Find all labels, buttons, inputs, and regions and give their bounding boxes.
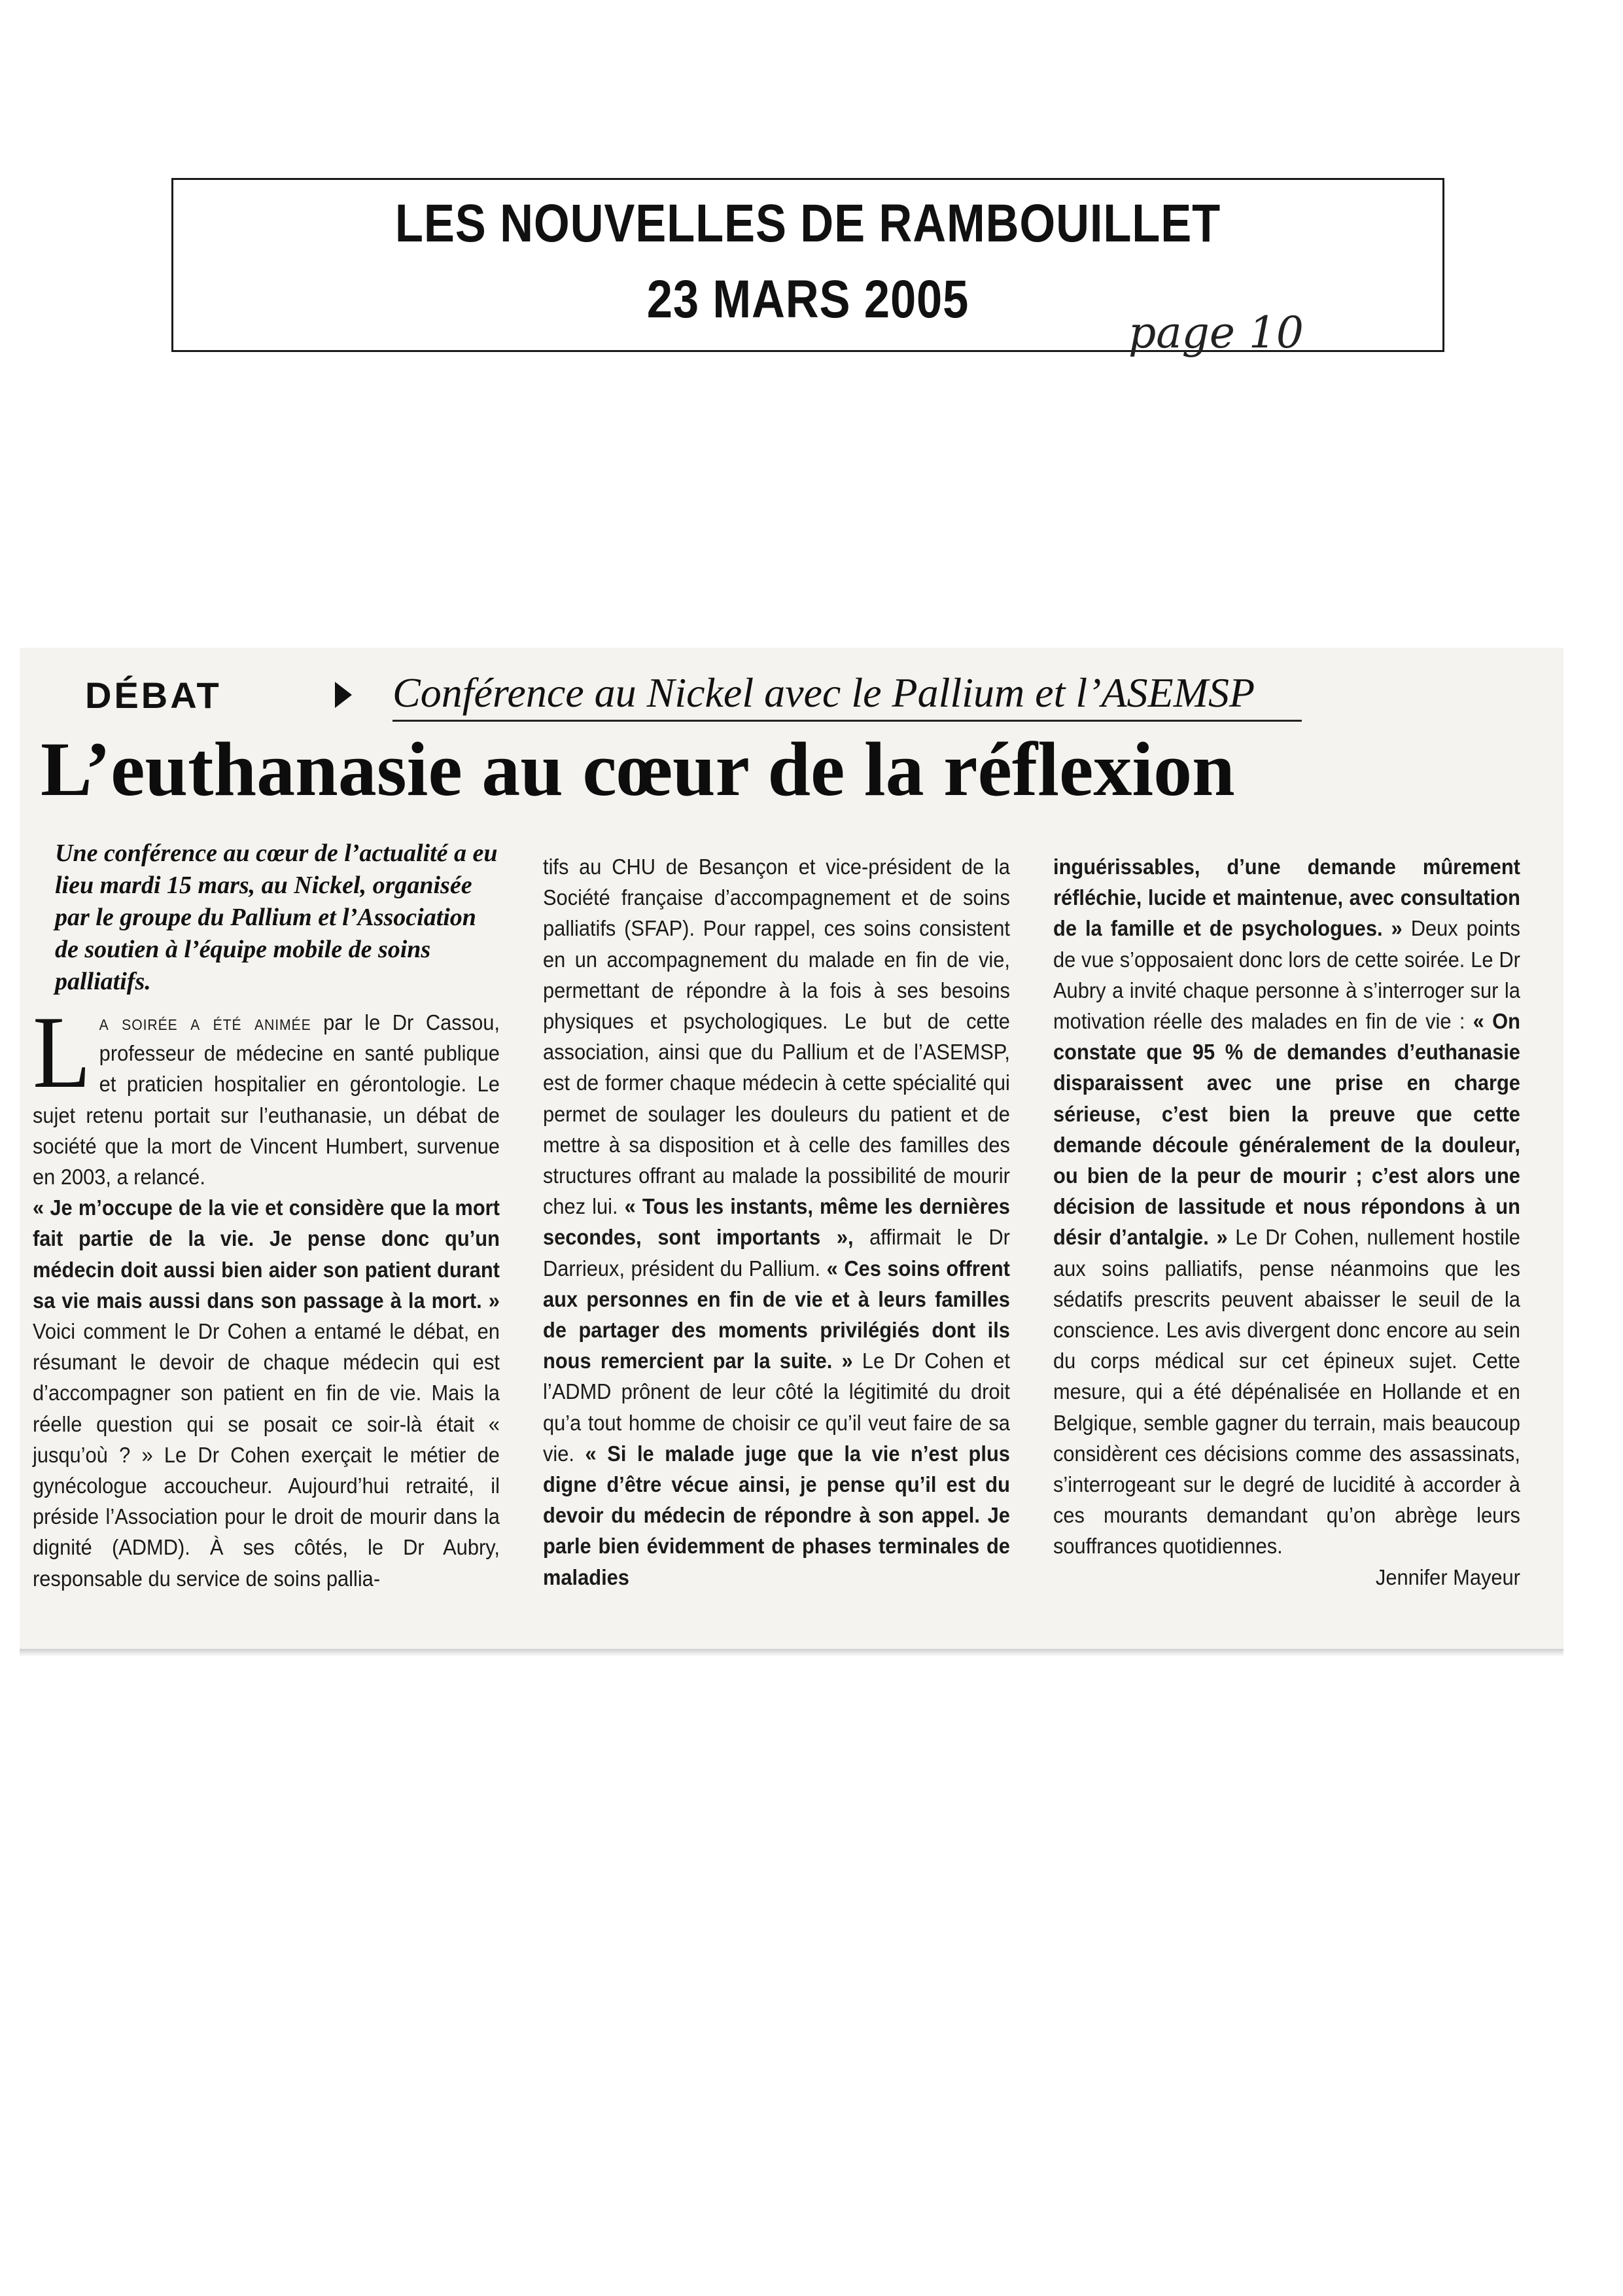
handwritten-page-note: page 10 bbox=[1128, 308, 1304, 358]
paragraph-text: affirmait le Dr Darrieux, président du Pallium. bbox=[543, 1226, 1010, 1281]
quote-text: « Si le malade juge que la vie n’est plus digne d’être vécue ainsi, je pense qu’il est du devoir du médecin de répondre à son appel. Je parle bien évidemment de phases terminales de maladies bbox=[543, 1441, 1010, 1590]
article-byline: Jennifer Mayeur bbox=[1375, 1565, 1520, 1590]
article-column-2 bbox=[543, 852, 1010, 1593]
quote-text: « Tous les instants, même les dernières secondes, sont importants », bbox=[543, 1195, 1010, 1250]
paragraph bbox=[33, 1193, 500, 1595]
quote-text: « On constate que 95 % de demandes d’euthanasie disparaissent avec une prise en charge sérieuse, c’est bien la preuve que cette demande découle généralement de la douleur, ou bien de la peur de mourir ; c’est alors une décision de lassitude et nous répondons à un désir d’antalgie. » bbox=[1053, 1010, 1520, 1250]
kicker-row bbox=[85, 669, 1524, 721]
paragraph-text: Voici comment le Dr Cohen a entamé le débat, en résumant le devoir de chaque médecin qui est d’accompagner son patient en fin de vie. Mais la réelle question qui se posait ce soir-là était « jusqu’où ? » Le Dr Cohen exerçait le métier de gynécologue accoucheur. Aujourd’hui retraité, il préside l’Association pour le droit de mourir dans la dignité (ADMD). À ses côtés, le Dr Aubry, responsable du service de soins pallia- bbox=[33, 1320, 500, 1591]
paragraph-text: Le Dr Cohen, nullement hostile aux soins palliatifs, pense néanmoins que les sédatifs prescrits peuvent abaisser le seuil de la conscience. Les avis divergent donc encore au sein du corps médical sur cet épineux sujet. Cette mesure, qui a été dépénalisée en Hollande et en Belgique, semble gagner du terrain, mais beaucoup considèrent ces décisions comme des assassinats, s’interrogeant sur le degré de lucidité à accorder à ces mourants demandant qu’on abrège leurs souffrances quotidiennes. bbox=[1053, 1226, 1520, 1559]
deck-underline bbox=[393, 720, 1302, 722]
paragraph-text: Deux points de vue s’opposaient donc lors de cette soirée. Le Dr Aubry a invité chaque personne à s’interroger sur la motivation réelle des malades en fin de vie : bbox=[1053, 917, 1520, 1034]
quote-text: inguérissables, d’une demande mûrement réfléchie, lucide et maintenue, avec consultation de la famille et de psychologues. » bbox=[1053, 855, 1520, 942]
lead-in: a soirée a été animée bbox=[99, 1011, 311, 1035]
quote-text: « Ces soins offrent aux personnes en fin de vie et à leurs familles de partager des moments privilégiés dont ils nous remercient par la suite. » bbox=[543, 1256, 1010, 1374]
publication-date: 23 MARS 2005 bbox=[646, 270, 969, 329]
drop-cap: L bbox=[33, 995, 91, 1110]
paragraph bbox=[543, 852, 1010, 1593]
article-chapo: Une conférence au cœur de l’actualité a eu lieu mardi 15 mars, au Nickel, organisée par le groupe du Pallium et l’Association de soutien à l’équipe mobile de soins palliatifs. bbox=[55, 839, 498, 995]
paragraph-text: tifs au CHU de Besançon et vice-président de la Société française d’accompagnement et de soins palliatifs (SFAP). Pour rappel, ces soins consistent en un accompagnement du malade en fin de vie, permettant de répondre à la fois à ses besoins physiques et psychologiques. Le but de cette association, ainsi que du Pallium et de l’ASEMSP, est de former chaque médecin à cette spécialité qui permet de soulager les douleurs du patient et de mettre à sa disposition et à celle des familles des structures offrant au malade la possibilité de mourir chez lui. bbox=[543, 855, 1010, 1220]
clipping-edge bbox=[20, 1649, 1563, 1657]
quote-text: « Je m’occupe de la vie et considère que la mort fait partie de la vie. Je pense donc qu’un médecin doit aussi bien aider son patient durant sa vie mais aussi dans son passage à la mort. » bbox=[33, 1196, 500, 1313]
article-column-1 bbox=[33, 995, 500, 1595]
paragraph-text: Le Dr Cohen et l’ADMD prônent de leur côté la légitimité du droit qu’a tout homme de choisir ce qu’il veut faire de sa vie. bbox=[543, 1349, 1010, 1466]
article-column-3 bbox=[1053, 852, 1520, 1593]
paragraph-text: par le Dr Cassou, professeur de médecine en santé publique et praticien hospitalier en gérontologie. Le sujet retenu portait sur l’euthanasie, un débat de société que la mort de Vincent Humbert, survenue en 2003, a relancé. bbox=[33, 1011, 500, 1190]
rubric-label: DÉBAT bbox=[85, 675, 222, 716]
article-deck: Conférence au Nickel avec le Pallium et l’ASEMSP bbox=[393, 669, 1255, 716]
paragraph bbox=[33, 995, 500, 1193]
triangle-arrow-icon bbox=[335, 682, 352, 708]
paragraph bbox=[1053, 852, 1520, 1563]
article-headline: L’euthanasie au cœur de la réflexion bbox=[41, 726, 1235, 812]
publication-name: LES NOUVELLES DE RAMBOUILLET bbox=[394, 194, 1221, 253]
